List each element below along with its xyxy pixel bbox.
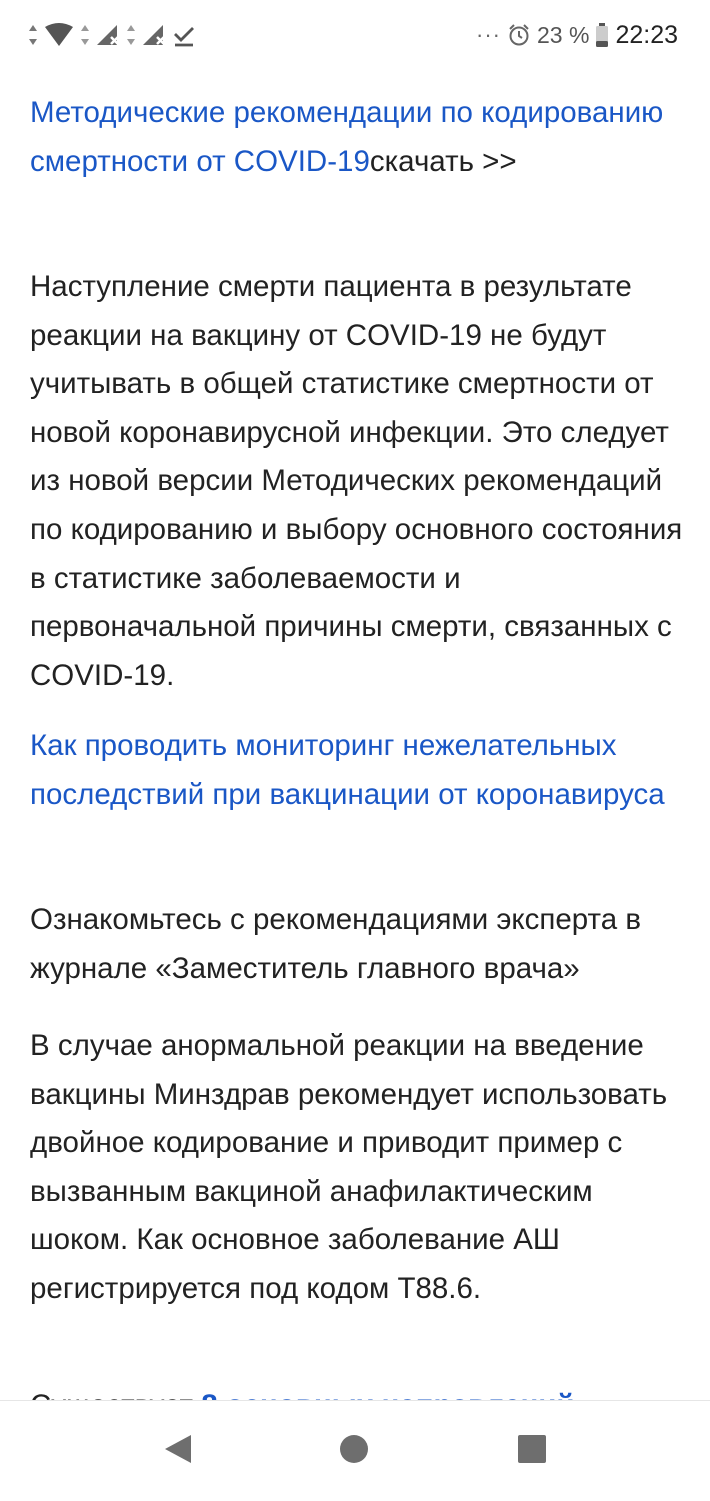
expert-recommendations-paragraph: Ознакомьтесь с рекомендациями эксперта в журнале «Заместитель главного врача» xyxy=(30,903,642,985)
signal-x-icon xyxy=(96,24,120,46)
battery-icon xyxy=(595,23,609,47)
status-bar xyxy=(0,0,710,70)
system-nav-bar xyxy=(0,1400,710,1501)
status-time: 22:23 xyxy=(615,20,678,49)
back-button[interactable] xyxy=(158,1431,198,1471)
wifi-icon xyxy=(44,23,74,47)
data-arrows-icon xyxy=(80,24,90,46)
data-arrows-icon xyxy=(126,24,136,46)
download-done-icon xyxy=(172,23,196,47)
download-link-text[interactable]: скачать >> xyxy=(369,144,517,178)
double-coding-paragraph: В случае анормальной реакции на введение вакцины Минздрав рекомендует использовать двойное кодирование и приводит пример с вызванным вакциной анафилактическим шоком. Как основное заболевание АШ регистрируется под кодом Т88.6. xyxy=(30,1029,668,1305)
recents-square-icon xyxy=(515,1432,549,1471)
alarm-icon xyxy=(507,23,531,47)
status-right-icons xyxy=(476,18,678,52)
back-triangle-icon xyxy=(161,1432,195,1471)
methodical-recommendations-link[interactable]: Методические рекомендации по кодированию смертности от COVID-19 xyxy=(30,96,664,178)
signal-x-icon xyxy=(142,24,166,46)
status-left-icons xyxy=(28,20,196,50)
home-circle-icon xyxy=(337,1432,371,1471)
article-paragraph-death-statistics: Наступление смерти пациента в результате реакции на вакцину от COVID-19 не будут учитывать в общей статистике смертности от новой коронавирусной инфекции. Это следует из новой версии Методических рекомендаций по кодированию и выбору основного состояния в статистике заболеваемости и первоначальной причины смерти, связанных с COVID-19. xyxy=(30,270,683,692)
home-button[interactable] xyxy=(334,1431,374,1471)
methodical-recommendations-paragraph xyxy=(30,89,690,186)
recents-button[interactable] xyxy=(512,1431,552,1471)
monitoring-article-paragraph xyxy=(30,722,690,819)
overflow-dots: ··· xyxy=(476,22,501,47)
battery-percent: 23 % xyxy=(537,21,590,48)
data-arrows-icon xyxy=(28,24,38,46)
monitoring-adverse-effects-link[interactable]: Как проводить мониторинг нежелательных последствий при вакцинации от коронавируса xyxy=(30,729,665,811)
